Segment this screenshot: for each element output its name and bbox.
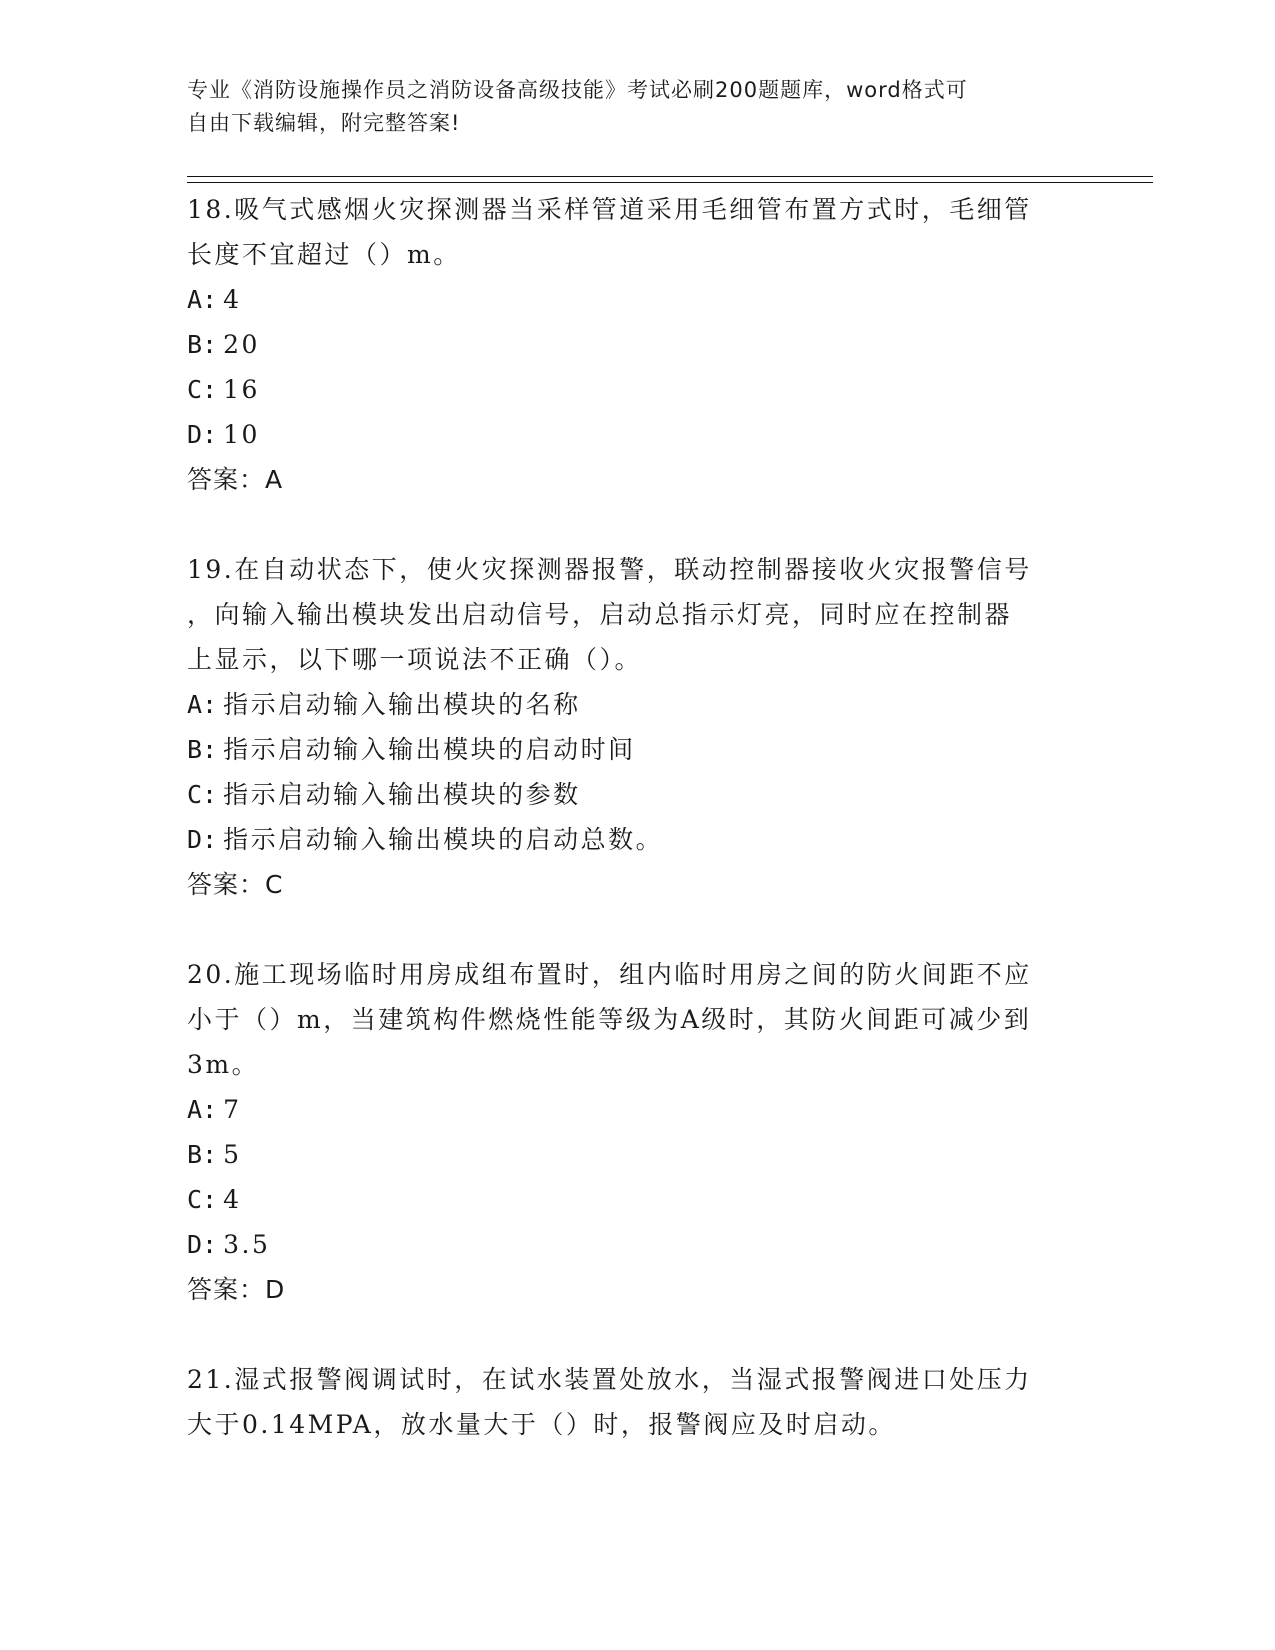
header-line-2: 自由下载编辑，附完整答案! xyxy=(187,111,461,135)
question-21 xyxy=(187,1357,1087,1447)
option-label: A: xyxy=(187,285,218,314)
option-text: 指示启动输入输出模块的参数 xyxy=(223,780,581,809)
option-text: 指示启动输入输出模块的启动时间 xyxy=(223,735,636,764)
option-c xyxy=(187,772,1087,817)
option-text: 20 xyxy=(223,330,260,359)
option-text: 5 xyxy=(223,1140,242,1169)
option-label: D: xyxy=(187,825,218,854)
option-label: D: xyxy=(187,420,218,449)
option-label: B: xyxy=(187,735,218,764)
option-text: 7 xyxy=(223,1095,242,1124)
option-label: C: xyxy=(187,1185,218,1214)
option-text: 16 xyxy=(223,375,260,404)
option-label: D: xyxy=(187,1230,218,1259)
option-a xyxy=(187,1087,1087,1132)
option-text: 3.5 xyxy=(223,1230,271,1259)
option-label: A: xyxy=(187,1095,218,1124)
answer: 答案：C xyxy=(187,870,284,899)
option-b xyxy=(187,727,1087,772)
header-divider-bottom xyxy=(187,182,1153,183)
option-label: C: xyxy=(187,375,218,404)
question-text-line: 21.湿式报警阀调试时，在试水装置处放水，当湿式报警阀进口处压力 xyxy=(187,1365,1032,1394)
option-d xyxy=(187,1222,1087,1267)
question-text-line: 长度不宜超过（）m。 xyxy=(187,240,461,269)
question-text-line: 18.吸气式感烟火灾探测器当采样管道采用毛细管布置方式时，毛细管 xyxy=(187,195,1032,224)
question-19 xyxy=(187,547,1087,907)
header-line-1: 专业《消防设施操作员之消防设备高级技能》考试必刷200题题库，word格式可 xyxy=(187,78,968,102)
option-label: B: xyxy=(187,330,218,359)
header-divider-top xyxy=(187,176,1153,177)
option-c xyxy=(187,367,1087,412)
question-20 xyxy=(187,952,1087,1312)
answer: 答案：A xyxy=(187,465,284,494)
option-a xyxy=(187,277,1087,322)
option-a xyxy=(187,682,1087,727)
question-text-line: 小于（）m，当建筑构件燃烧性能等级为A级时，其防火间距可减少到 xyxy=(187,1005,1032,1034)
option-text: 10 xyxy=(223,420,260,449)
question-18 xyxy=(187,187,1087,502)
option-label: B: xyxy=(187,1140,218,1169)
question-text-line: ，向输入输出模块发出启动信号，启动总指示灯亮，同时应在控制器 xyxy=(187,600,1013,629)
question-text-line: 20.施工现场临时用房成组布置时，组内临时用房之间的防火间距不应 xyxy=(187,960,1032,989)
option-label: A: xyxy=(187,690,218,719)
option-d xyxy=(187,817,1087,862)
document-header xyxy=(187,74,1087,140)
answer: 答案：D xyxy=(187,1275,286,1304)
option-b xyxy=(187,322,1087,367)
option-text: 4 xyxy=(223,285,242,314)
option-text: 指示启动输入输出模块的启动总数。 xyxy=(223,825,664,854)
option-d xyxy=(187,412,1087,457)
option-label: C: xyxy=(187,780,218,809)
question-text-line: 上显示，以下哪一项说法不正确（）。 xyxy=(187,645,643,674)
question-text-line: 3m。 xyxy=(187,1050,260,1079)
question-text-line: 大于0.14MPA，放水量大于（）时，报警阀应及时启动。 xyxy=(187,1410,896,1439)
question-text-line: 19.在自动状态下，使火灾探测器报警，联动控制器接收火灾报警信号 xyxy=(187,555,1032,584)
option-c xyxy=(187,1177,1087,1222)
option-b xyxy=(187,1132,1087,1177)
option-text: 4 xyxy=(223,1185,242,1214)
option-text: 指示启动输入输出模块的名称 xyxy=(223,690,581,719)
